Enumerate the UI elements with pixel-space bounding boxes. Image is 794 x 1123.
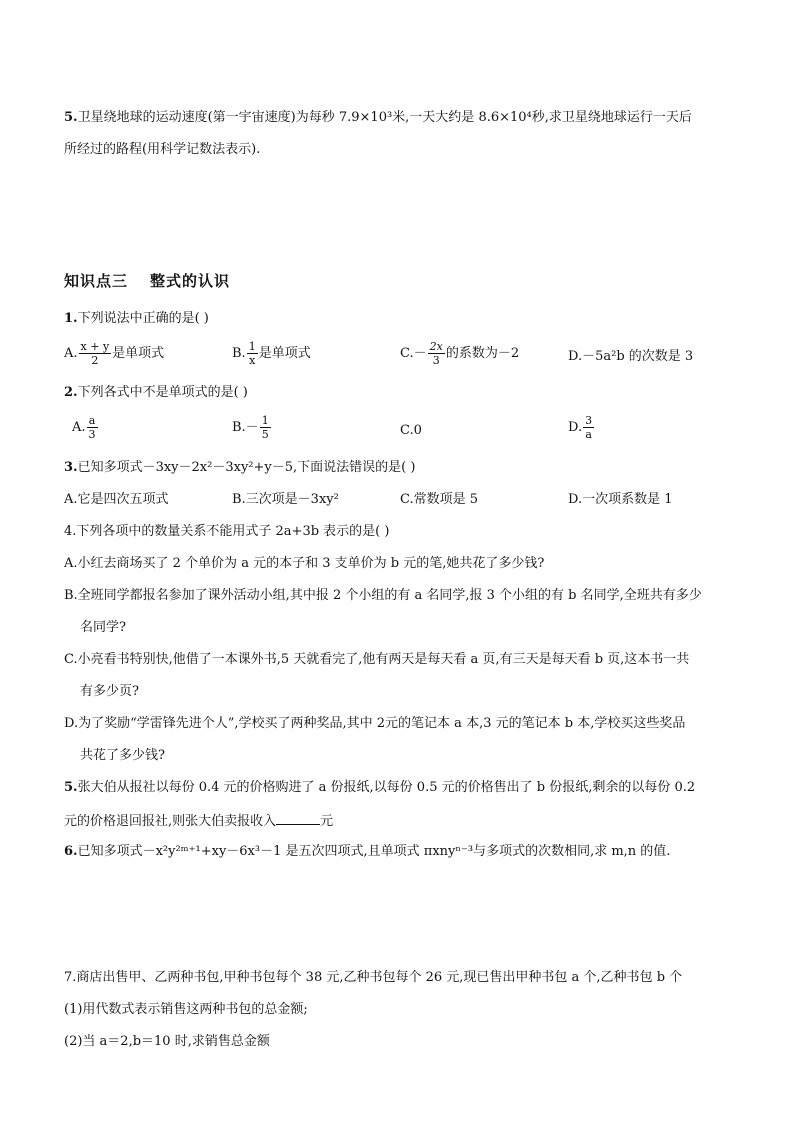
q2-d-label: D. xyxy=(568,420,583,435)
q2-number: 2. xyxy=(64,385,78,400)
q1-b-tail: 是单项式 xyxy=(258,346,311,361)
q5-text-2: 元的价格退回报社,则张大伯卖报收入 xyxy=(64,814,277,829)
q3-stem-line xyxy=(64,458,415,478)
q2-option-c: C.0 xyxy=(400,423,422,438)
q1-c-label: C.－ xyxy=(400,346,427,361)
q1-a-tail: 是单项式 xyxy=(112,346,165,361)
q4-option-a: A.小红去商场买了 2 个单价为 a 元的本子和 3 支单价为 b 元的笔,她共花了多少钱? xyxy=(64,556,545,571)
q5-line2 xyxy=(64,810,333,832)
q2-d-fraction xyxy=(583,414,594,441)
q5-text-1: 张大伯从报社以每份 0.4 元的价格购进了 a 份报纸,以每份 0.5 元的价格售出了 b 份报纸,剩余的以每份 0.2 xyxy=(77,780,696,795)
q5-top-line2: 所经过的路程(用科学记数法表示). xyxy=(64,142,261,157)
section-title-part1: 知识点三 xyxy=(64,272,129,290)
q1-b-label: B. xyxy=(232,346,246,361)
q1-b-numerator: 1 xyxy=(248,340,256,353)
section-title-part2: 整式的认识 xyxy=(150,272,231,290)
q5-top-text-1: 卫星绕地球的运动速度(第一宇宙速度)为每秒 7.9×10³米,一天大约是 8.6×10⁴秒,求卫星绕地球运行一天后 xyxy=(77,110,692,125)
q3-option-d: D.一次项系数是 1 xyxy=(568,492,673,507)
q1-number: 1. xyxy=(64,311,78,326)
q1-option-a xyxy=(64,340,164,367)
q3-option-b: B.三次项是－3xy² xyxy=(232,492,339,507)
q4-option-d-line2: 共花了多少钱? xyxy=(80,748,165,763)
q1-stem: 下列说法中正确的是( ) xyxy=(77,311,209,326)
q1-a-denominator: 2 xyxy=(91,354,99,367)
q2-a-denominator: 3 xyxy=(88,428,96,441)
q1-b-fraction xyxy=(247,340,258,367)
q6-line xyxy=(64,842,670,862)
q3-stem: 已知多项式－3xy－2x²－3xy²+y－5,下面说法错误的是( ) xyxy=(77,460,416,475)
q4-option-b-line2: 名同学? xyxy=(80,620,126,635)
q4-option-c-line1: C.小亮看书特别快,他借了一本课外书,5 天就看完了,他有两天是每天看 a 页,有三天是每天看 b 页,这本书一共 xyxy=(64,652,690,667)
q2-d-numerator: 3 xyxy=(585,414,593,427)
q4-stem: 4.下列各项中的数量关系不能用式子 2a+3b 表示的是( ) xyxy=(64,524,390,539)
q1-c-tail: 的系数为－2 xyxy=(445,346,520,361)
q1-option-b xyxy=(232,340,311,367)
q3-option-a: A.它是四次五项式 xyxy=(64,492,169,507)
section-title xyxy=(64,270,230,291)
q5-top-number: 5. xyxy=(64,110,78,125)
q2-a-fraction xyxy=(87,414,98,441)
q4-option-d-line1: D.为了奖励“学雷锋先进个人”,学校买了两种奖品,其中 2元的笔记本 a 本,3 元的笔记本 b 本,学校买这些奖品 xyxy=(64,716,686,731)
q7-sub2: (2)当 a＝2,b＝10 时,求销售总金额 xyxy=(64,1034,270,1049)
q1-stem-line xyxy=(64,309,209,329)
q1-option-d: D.－5a²b 的次数是 3 xyxy=(568,349,694,364)
q1-a-numerator: x + y xyxy=(80,340,110,353)
q3-option-c: C.常数项是 5 xyxy=(400,492,479,507)
q2-stem-line xyxy=(64,383,248,403)
q2-option-a xyxy=(72,414,99,441)
q1-c-denominator: 3 xyxy=(432,354,440,367)
q1-c-numerator: 2x xyxy=(429,340,443,353)
q2-option-d xyxy=(568,414,595,441)
q3-number: 3. xyxy=(64,460,78,475)
q6-text: 已知多项式－x²y²ᵐ⁺¹+xy－6x³－1 是五次四项式,且单项式 πxnyⁿ⁻³与多项式的次数相同,求 m,n 的值. xyxy=(77,844,671,859)
q7-sub1: (1)用代数式表示销售这两种书包的总金额; xyxy=(64,1002,308,1017)
q2-b-numerator: 1 xyxy=(261,414,269,427)
q2-a-numerator: a xyxy=(87,414,98,428)
q1-option-c xyxy=(400,340,519,367)
q6-number: 6. xyxy=(64,844,78,859)
q5-line1 xyxy=(64,778,695,798)
q5-number: 5. xyxy=(64,780,78,795)
q2-d-denominator: a xyxy=(585,428,592,441)
q4-option-b-line1: B.全班同学都报名参加了课外活动小组,其中报 2 个小组的有 a 名同学,报 3 个小组的有 b 名同学,全班共有多少 xyxy=(64,588,702,603)
q2-b-denominator: 5 xyxy=(261,428,269,441)
q2-b-fraction xyxy=(260,414,271,441)
q5-text-3: 元 xyxy=(320,814,334,829)
q2-b-label: B.－ xyxy=(232,420,259,435)
q7-stem: 7.商店出售甲、乙两种书包,甲种书包每个 38 元,乙种书包每个 26 元,现已售出甲种书包 a 个,乙种书包 b 个 xyxy=(64,970,683,985)
q1-a-fraction xyxy=(79,340,112,367)
q5-top-line1 xyxy=(64,108,692,128)
q2-a-label: A. xyxy=(72,420,86,435)
q1-c-fraction xyxy=(428,340,445,367)
q4-option-c-line2: 有多少页? xyxy=(80,684,139,699)
q1-a-label: A. xyxy=(64,346,78,361)
q2-option-b xyxy=(232,414,272,441)
q1-b-denominator: x xyxy=(249,354,256,367)
q2-stem: 下列各式中不是单项式的是( ) xyxy=(77,385,248,400)
q5-answer-blank xyxy=(276,810,320,825)
